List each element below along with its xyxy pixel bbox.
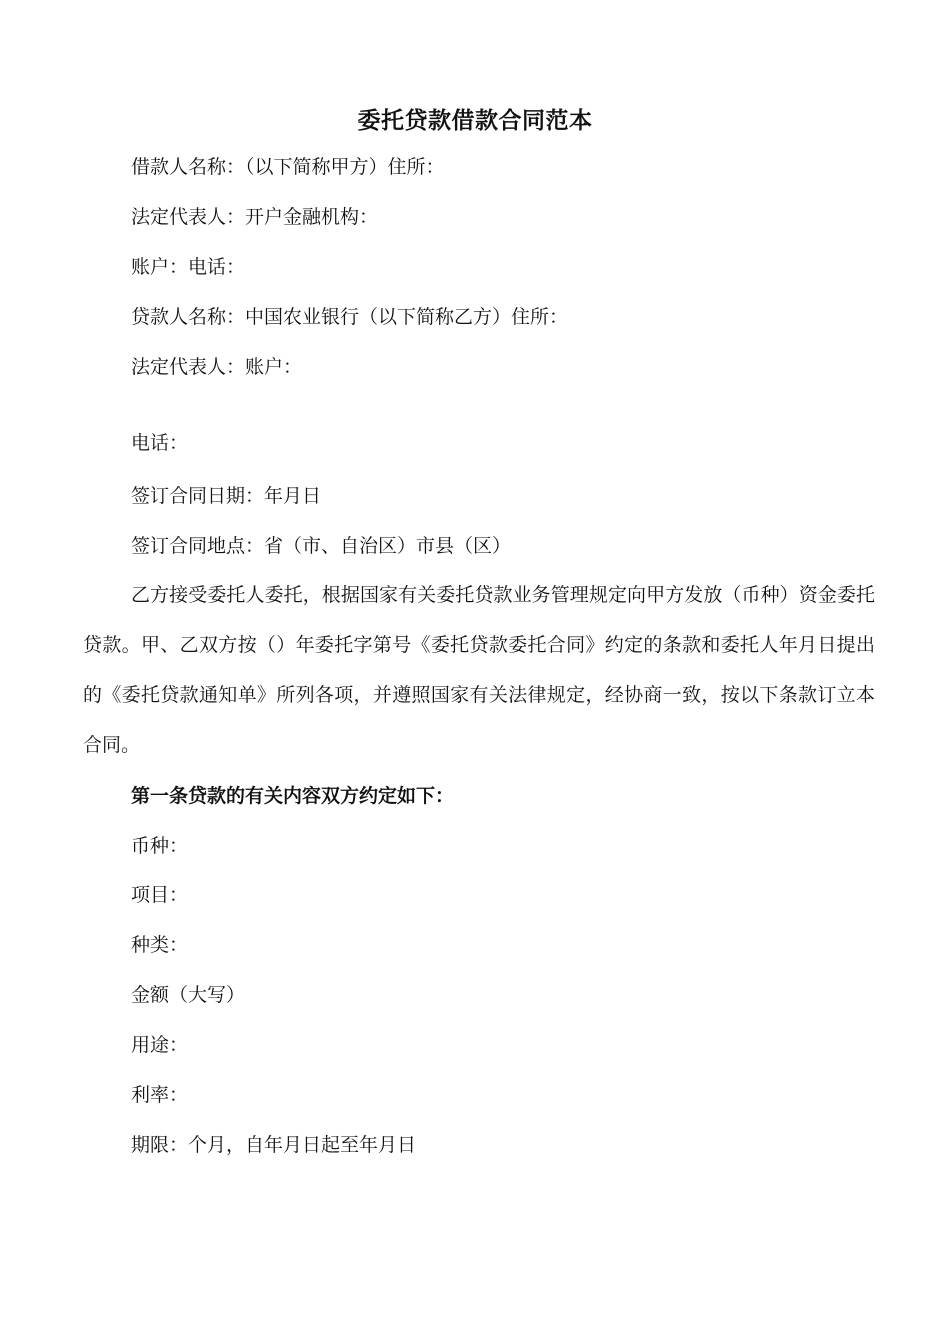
term-item: 期限：个月，自年月日起至年月日 <box>131 1134 417 1156</box>
signing-place-line: 签订合同地点：省（市、自治区）市县（区） <box>131 535 512 557</box>
intro-paragraph: 乙方接受委托人委托，根据国家有关委托贷款业务管理规定向甲方发放（币种）资金委托贷款。甲、乙双方按（）年委托字第号《委托贷款委托合同》约定的条款和委托人年月日提出的《委托贷款通知单》所列各项，并遵照国家有关法律规定，经协商一致，按以下条款订立本合同。 <box>83 584 875 756</box>
borrower-representative-line: 法定代表人：开户金融机构： <box>131 206 379 228</box>
borrower-name-line: 借款人名称：（以下简称甲方）住所： <box>131 156 445 178</box>
lender-phone-line: 电话： <box>131 432 189 454</box>
currency-item: 币种： <box>131 835 189 857</box>
project-item: 项目： <box>131 884 189 906</box>
article-1-heading: 第一条贷款的有关内容双方约定如下： <box>131 785 455 807</box>
interest-rate-item: 利率： <box>131 1084 189 1106</box>
type-item: 种类： <box>131 934 189 956</box>
lender-name-line: 贷款人名称：中国农业银行（以下简称乙方）住所： <box>131 306 569 328</box>
lender-representative-line: 法定代表人：账户： <box>131 356 303 378</box>
borrower-account-line: 账户：电话： <box>131 256 246 278</box>
document-title: 委托贷款借款合同范本 <box>357 108 593 134</box>
signing-date-line: 签订合同日期：年月日 <box>131 485 322 507</box>
amount-item: 金额（大写） <box>131 984 246 1006</box>
purpose-item: 用途： <box>131 1034 189 1056</box>
